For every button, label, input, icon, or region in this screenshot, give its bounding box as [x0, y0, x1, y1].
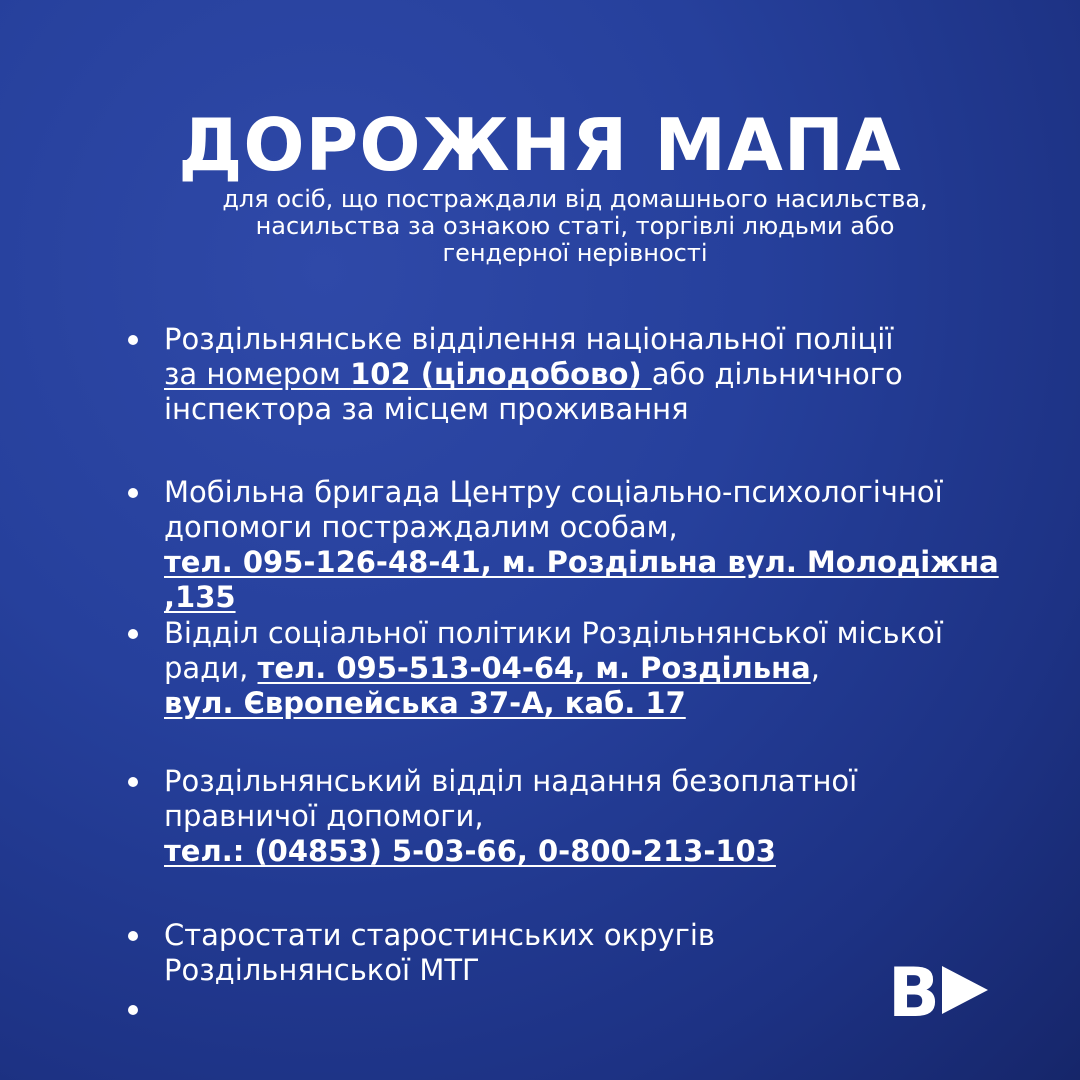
legal-aid-phone-link[interactable]: тел.: (04853) 5-03-66, 0-800-213-103	[164, 834, 776, 868]
item-line: Старостати старостинських округів	[164, 918, 716, 952]
bullet-icon	[128, 1005, 138, 1015]
mobile-brigade-contact-link[interactable]: тел. 095-126-48-41, м. Роздільна вул. Молодіжна ,135	[164, 545, 999, 614]
list-item-mobile-brigade	[128, 475, 1028, 615]
page-subtitle	[160, 186, 990, 267]
police-phone-link[interactable]: за номером 102 (цілодобово)	[164, 357, 652, 391]
brand-logo-icon	[888, 958, 998, 1022]
bullet-icon	[128, 335, 138, 345]
item-line: інспектора за місцем проживання	[164, 392, 689, 426]
item-line: допомоги постраждалим особам,	[164, 510, 678, 544]
item-line: Роздільнянський відділ надання безоплатної	[164, 764, 858, 798]
item-line: Роздільнянське відділення національної поліції	[164, 322, 894, 356]
subtitle-line: гендерної нерівності	[442, 239, 708, 267]
item-line-rest: або дільничного	[651, 357, 903, 391]
bullet-icon	[128, 488, 138, 498]
subtitle-line: для осіб, що постраждали від домашнього насильства,	[222, 185, 928, 213]
svg-text:B: B	[888, 958, 940, 1022]
page-title: ДОРОЖНЯ МАПА	[178, 103, 902, 187]
item-line: ради, тел. 095-513-04-64, м. Роздільна,	[164, 651, 820, 685]
social-policy-phone-link[interactable]: тел. 095-513-04-64, м. Роздільна	[257, 651, 811, 685]
social-policy-address-link[interactable]: вул. Європейська 37-А, каб. 17	[164, 686, 686, 720]
item-line	[164, 357, 1028, 392]
bullet-icon	[128, 931, 138, 941]
list-item-police	[128, 322, 1028, 427]
item-line: Роздільнянської МТГ	[164, 953, 480, 987]
bullet-icon	[128, 629, 138, 639]
list-item-legal-aid	[128, 764, 1028, 869]
item-line: правничої допомоги,	[164, 799, 484, 833]
item-line: Мобільна бригада Центру соціально-психологічної	[164, 475, 943, 509]
item-line: Відділ соціальної політики Роздільнянської міської	[164, 616, 943, 650]
bullet-icon	[128, 777, 138, 787]
list-item-social-policy	[128, 616, 1028, 721]
subtitle-line: насильства за ознакою статі, торгівлі людьми або	[255, 212, 895, 240]
